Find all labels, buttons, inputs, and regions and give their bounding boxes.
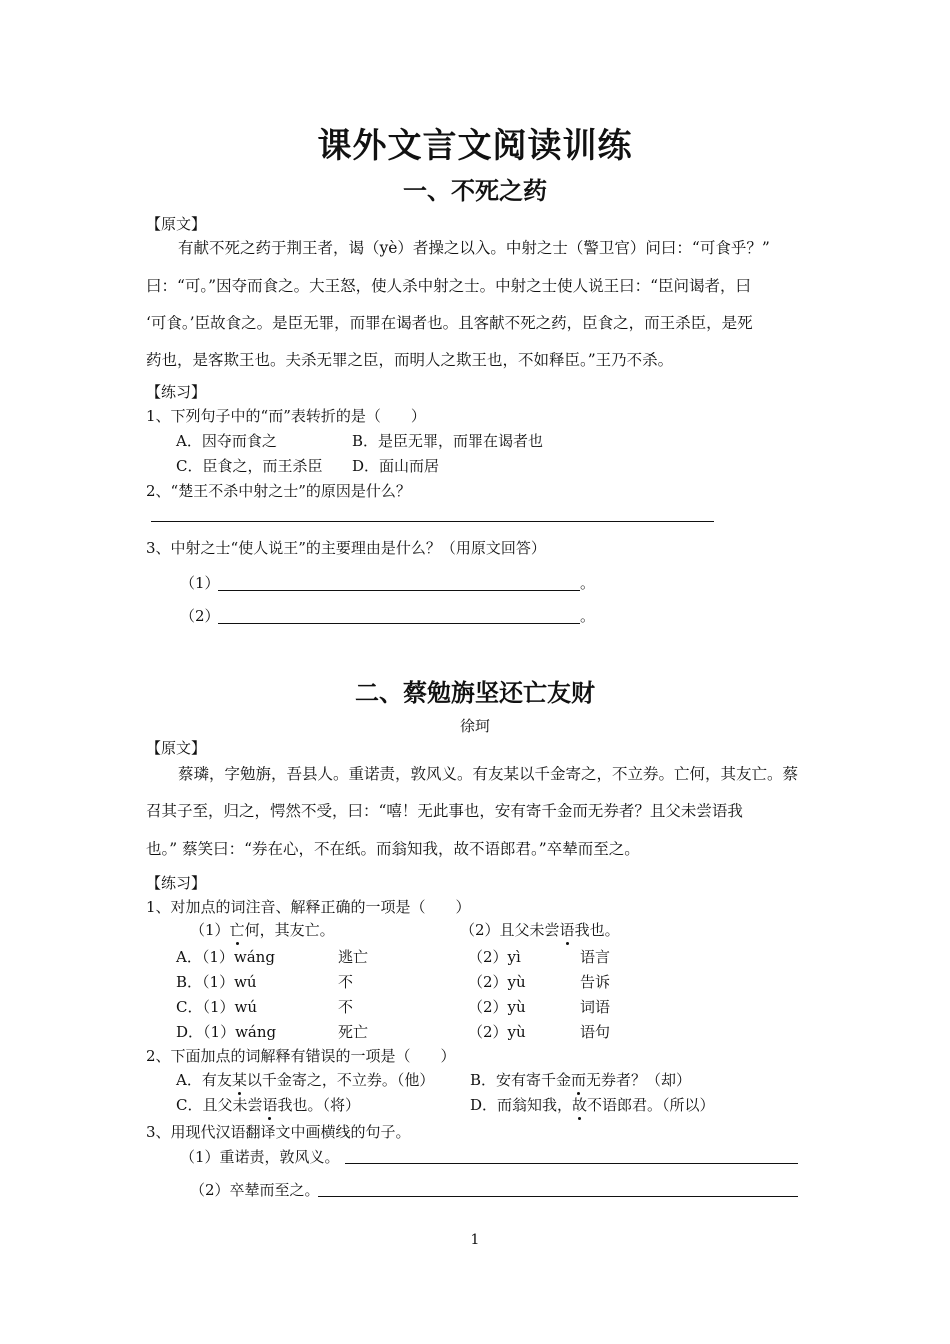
- s2-q1-option-a-m2: 语言: [580, 948, 611, 966]
- s2-passage-line-2: 召其子至，归之，愕然不受，曰：“嘻！无此事也，安有寄千金而无券者？且父未尝语我: [146, 802, 743, 820]
- s2-q2-c-post: 我也。（将）: [277, 1096, 361, 1114]
- s2-q2-a-pre: A．有友: [176, 1071, 232, 1089]
- s1-passage-line-3: ‘可食。’臣故食之。是臣无罪，而罪在谒者也。且客献不死之药，臣食之，而王杀臣，是死: [146, 314, 753, 332]
- s1-q2-answer-line[interactable]: [151, 521, 714, 522]
- s2-q2-d-dotted-word: 故: [572, 1096, 588, 1114]
- s1-yuanwen-label: 【原文】: [146, 215, 207, 233]
- s2-q1-s2-dotted-word: 语: [559, 921, 575, 939]
- s1-q3-answer-line-2[interactable]: [218, 623, 580, 624]
- s2-q1-s1-post: 何，其友亡。: [244, 921, 335, 939]
- s2-q2-option-c: [176, 1095, 360, 1115]
- s2-q1-s2-pre: （2）且父未尝: [460, 921, 560, 939]
- s1-question-1: 1、下列句子中的“而”表转折的是（ ）: [146, 407, 426, 425]
- section2-heading: 二、蔡勉旃坚还亡友财: [355, 679, 595, 707]
- s1-passage-line-1: 有献不死之药于荆王者，谒（yè）者操之以入。中射之士（警卫官）问曰：“可食乎？”: [178, 239, 770, 257]
- s1-passage-line-2: 曰：“可。”因夺而食之。大王怒，使人杀中射之士。中射之士使人说王曰：“臣问谒者，曰: [146, 277, 752, 295]
- s2-q1-option-a-label: A．（1）wáng: [176, 948, 275, 966]
- s1-q3-item-2-period: 。: [580, 607, 596, 625]
- page-title: 课外文言文阅读训练: [317, 126, 633, 166]
- s2-q1-option-c-m2: 词语: [580, 998, 611, 1016]
- s1-passage-line-4: 药也，是客欺王也。夫杀无罪之臣，而明人之欺王也，不如释臣。”王乃不杀。: [146, 351, 674, 369]
- s2-q2-d-post: 不语郎君。（所以）: [587, 1096, 715, 1114]
- s2-q1-option-d-m1: 死亡: [338, 1023, 369, 1041]
- s2-yuanwen-label: 【原文】: [146, 739, 207, 757]
- s2-q1-sentence-1: [190, 920, 335, 940]
- s1-q3-item-1-period: 。: [580, 574, 596, 592]
- s2-question-3: 3、用现代汉语翻译文中画横线的句子。: [146, 1123, 411, 1141]
- s2-q1-option-a-p2: （2）yì: [468, 948, 521, 966]
- s2-q2-c-pre: C．且父未尝: [176, 1096, 263, 1114]
- s2-q1-option-b-p2: （2）yù: [468, 973, 526, 991]
- s2-q1-option-c-p2: （2）yù: [468, 998, 526, 1016]
- s2-q1-option-b-m1: 不: [338, 973, 354, 991]
- s2-q3-answer-line-2[interactable]: [318, 1196, 798, 1197]
- s1-q1-option-a: A．因夺而食之: [176, 432, 277, 450]
- s2-q1-option-b-label: B．（1）wú: [176, 973, 257, 991]
- section1-heading: 一、不死之药: [403, 177, 547, 205]
- s1-q3-item-1-label: （1）: [180, 574, 220, 592]
- s1-q1-option-b: B．是臣无罪，而罪在谒者也: [352, 432, 544, 450]
- s1-question-2: 2、“楚王不杀中射之士”的原因是什么？: [146, 482, 411, 500]
- s2-q2-c-dotted-word: 语: [262, 1096, 278, 1114]
- s1-question-3: 3、中射之士“使人说王”的主要理由是什么？（用原文回答）: [146, 539, 546, 557]
- s1-q1-option-c: C．臣食之，而王杀臣: [176, 457, 323, 475]
- s2-q1-option-a-m1: 逃亡: [338, 948, 369, 966]
- s2-q1-option-c-label: C．（1）wú: [176, 998, 258, 1016]
- s1-q1-option-d: D．面山而居: [352, 457, 440, 475]
- s1-lianxi-label: 【练习】: [146, 383, 207, 401]
- s2-q1-option-d-label: D．（1）wáng: [176, 1023, 277, 1041]
- page-number: 1: [470, 1232, 480, 1248]
- s2-q2-b-dotted-word: 而: [571, 1071, 587, 1089]
- s2-q2-option-a: [176, 1070, 434, 1090]
- s1-q3-answer-line-1[interactable]: [218, 590, 580, 591]
- s2-q2-b-pre: B．安有寄千金: [470, 1071, 572, 1089]
- s2-q1-s2-post: 我也。: [574, 921, 620, 939]
- s2-q1-s1-dotted-word: 亡: [229, 921, 245, 939]
- s1-q3-item-2-label: （2）: [180, 607, 220, 625]
- s2-q1-option-d-p2: （2）yù: [468, 1023, 526, 1041]
- s2-passage-line-3: 也。” 蔡笑曰：“券在心，不在纸。而翁知我，故不语郎君。”卒辇而至之。: [146, 840, 640, 858]
- s2-author: 徐珂: [459, 717, 490, 735]
- s2-passage-line-1: 蔡璘，字勉旃，吾县人。重诺责，敦风义。有友某以千金寄之，不立券。亡何，其友亡。蔡: [178, 765, 799, 783]
- s2-q3-item-2: （2）卒辇而至之。: [190, 1181, 320, 1199]
- s2-q2-b-post: 无券者？（却）: [586, 1071, 692, 1089]
- s2-q1-sentence-2: [460, 920, 620, 940]
- s2-q3-item-1: （1）重诺责，敦风义。: [180, 1148, 340, 1166]
- s2-q2-option-d: [470, 1095, 715, 1115]
- s2-lianxi-label: 【练习】: [146, 874, 207, 892]
- s2-q1-s1-pre: （1）: [190, 921, 230, 939]
- s2-question-2: 2、下面加点的词解释有错误的一项是（ ）: [146, 1047, 456, 1065]
- s2-q2-option-b: [470, 1070, 691, 1090]
- s2-q2-a-post: 以千金寄之，不立券。（他）: [246, 1071, 435, 1089]
- s2-question-1: 1、对加点的词注音、解释正确的一项是（ ）: [146, 898, 471, 916]
- s2-q1-option-d-m2: 语句: [580, 1023, 611, 1041]
- s2-q2-d-pre: D．而翁知我，: [470, 1096, 573, 1114]
- s2-q1-option-b-m2: 告诉: [580, 973, 611, 991]
- s2-q2-a-dotted-word: 某: [231, 1071, 247, 1089]
- s2-q3-answer-line-1[interactable]: [345, 1163, 798, 1164]
- s2-q1-option-c-m1: 不: [338, 998, 354, 1016]
